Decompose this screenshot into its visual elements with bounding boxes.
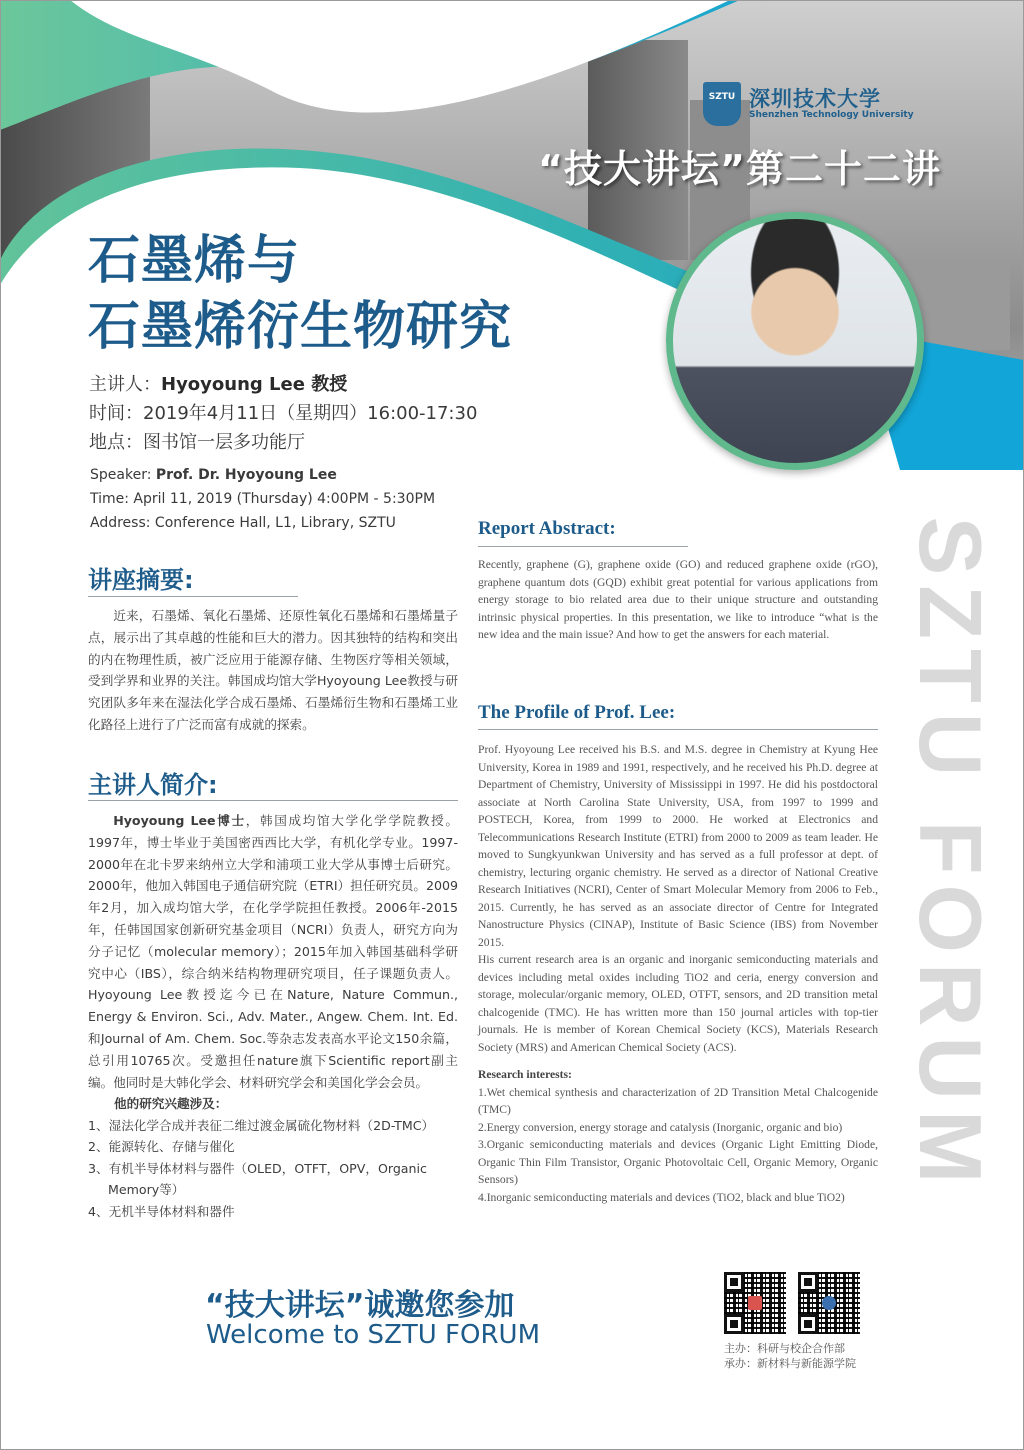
university-name-en: Shenzhen Technology University (749, 110, 914, 120)
university-name-cn: 深圳技术大学 (749, 87, 881, 111)
bio-cn-body (88, 810, 458, 1093)
bio-cn-name: Hyoyoung Lee博士 (113, 813, 246, 828)
bio-cn-heading: 主讲人简介: (88, 771, 218, 799)
abstract-cn-heading: 讲座摘要: (88, 566, 194, 594)
event-info-en (90, 463, 435, 535)
interest-cn-item: 3、有机半导体材料与器件（OLED，OTFT，OPV，Organic Memory等） (88, 1160, 427, 1197)
interests-en-heading: Research interests: (478, 1068, 572, 1081)
forum-series-title: “技大讲坛”第二十二讲 (538, 147, 941, 191)
speaker-value-cn: Hyoyoung Lee 教授 (161, 374, 348, 395)
divider (88, 596, 298, 597)
welcome-en: Welcome to SZTU FORUM (206, 1320, 541, 1350)
address-en: Address: Conference Hall, L1, Library, SZTU (90, 515, 396, 531)
interests-cn-list (88, 1093, 468, 1222)
qr-logo-icon (748, 1296, 762, 1310)
profile-en-para2: His current research area is an organic and inorganic semiconducting materials and devices including metal oxides including TiO2 and ceria, energy conversion and storage, molecular/organic memory, OLED, OTFT, sensors, and 2D transition metal chalcogenide (TMC). He has written more than 150 journal articles with top-tier journals. He is member of Korean Chemical Society (KCS), Materials Research Society (MRS) and American Chemical Society (ACS). (478, 953, 878, 1054)
speaker-value-en: Prof. Dr. Hyoyoung Lee (155, 467, 337, 483)
abstract-cn-body (88, 605, 458, 736)
profile-en-para1: Prof. Hyoyoung Lee received his B.S. and M.S. degree in Chemistry at Kyung Hee University, Korea in 1989 and 1991, respectively, and he received his Ph.D. degree at Department of Chemistry, University of Mississippi in 1997. He did his postdoctoral associate at North Carolina State University, USA, from 1997 to 1999 and POSTECH, Korea, from 1999 to 2000. He worked at Electronics and Telecommunications Research Institute (ETRI) from 2000 to 2009 as team leader. He moved to Sungkyunkwan University and has served as a full professor at dept. of chemistry, lecturing organic chemistry. He served as a director of National Creative Research Initiatives (NCRI), Center of Smart Molecular Memory from 2006 to Feb., 2015. Currently, he has served as an associate director of Centre for Integrated Nanostructure Physics (CINAP), Institute of Basic Science (IBS) from November 2015. (478, 743, 878, 949)
bio-cn-text (88, 810, 458, 1093)
interests-cn-heading: 他的研究兴趣涉及： (114, 1096, 228, 1111)
profile-en-heading: The Profile of Prof. Lee: (478, 702, 676, 723)
speaker-portrait (666, 212, 924, 470)
event-info-cn (89, 370, 477, 457)
sztu-forum-watermark (900, 460, 1000, 1250)
qr-logo-icon (822, 1296, 836, 1310)
lecture-title-line2: 石墨烯衍生物研究 (88, 297, 513, 357)
lecture-title-line1: 石墨烯与 (88, 231, 301, 291)
interest-cn-item: 2、能源转化、存储与催化 (88, 1139, 235, 1154)
lecture-title (88, 228, 512, 360)
profile-en-body (478, 741, 878, 1206)
organizer-org: 承办：新材料与新能源学院 (724, 1357, 856, 1370)
abstract-cn-text: 近来，石墨烯、氧化石墨烯、还原性氧化石墨烯和石墨烯量子点，展示出了其卓越的性能和巨大的潜力。因其独特的结构和突出的内在物理性质，被广泛应用于能源存储、生物医疗等相关领域，受到学界和业界的关注。韩国成均馆大学Hyoyoung Lee教授与研究团队多年来在湿法化学合成石墨烯、石墨烯衍生物和石墨烯工业化路径上进行了广泛而富有成就的探索。 (88, 608, 458, 732)
sztu-shield-icon: SZTU (703, 82, 741, 126)
interest-cn-item: 1、湿法化学合成并表征二维过渡金属硫化物材料（2D-TMC） (88, 1117, 435, 1133)
time-en: Time: April 11, 2019 (Thursday) 4:00PM - 5:30PM (90, 491, 436, 507)
qr-code-icon[interactable] (724, 1272, 786, 1334)
interest-cn-item: 4、无机半导体材料和器件 (88, 1203, 235, 1219)
speaker-en (90, 463, 435, 487)
time-cn: 时间：2019年4月11日（星期四）16:00-17:30 (89, 403, 478, 424)
interest-en-item: 1.Wet chemical synthesis and characterization of 2D Transition Metal Chalcogenide (TMC) (478, 1085, 878, 1116)
divider (478, 546, 688, 547)
university-logo (703, 82, 914, 126)
host-org: 主办：科研与校企合作部 (724, 1342, 845, 1355)
divider (478, 729, 878, 730)
speaker-cn (89, 370, 477, 399)
place-cn: 地点：图书馆一层多功能厅 (89, 432, 305, 453)
divider (88, 800, 458, 801)
invitation-cn: “技大讲坛”诚邀您参加 (205, 1288, 515, 1323)
watermark-text: SZTU FORUM (901, 516, 1000, 1194)
abstract-en-heading: Report Abstract: (478, 518, 616, 539)
interest-en-item: 2.Energy conversion, energy storage and catalysis (Inorganic, organic and bio) (478, 1120, 843, 1134)
bio-cn-desc: ，韩国成均馆大学化学学院教授。1997年，博士毕业于美国密西西比大学，有机化学专业。1997-2000年在北卡罗来纳州立大学和浦项工业大学从事博士后研究。2000年，他加入韩国电子通信研究院（ETRI）担任研究员。2009年2月，加入成均馆大学，在化学学院担任教授。2006年-2015年，任韩国国家创新研究基金项目（NCRI）负责人，研究方向为分子记忆（molecular memory）；2015年加入韩国基础科学研究中心（IBS），综合纳米结构物理研究项目，任子课题负责人。Hyoyoung Lee教授迄今已在Nature, Nature Commun., Energy & Environ. Sci., Adv. Mater., Angew. Chem. Int. Ed.和Journal of Am. Chem. Soc.等杂志发表高水平论文150余篇，总引用10765次。受邀担任nature旗下Scientific report副主编。他同时是大韩化学会、材料研究学会和美国化学会会员。 (88, 813, 459, 1090)
abstract-en-text: Recently, graphene (G), graphene oxide (GO) and reduced graphene oxide (rGO), graphene quantum dots (GQD) exhibit great potential for various applications from energy storage to bio related area due to their unique structure and outstanding intrinsic physical properties. In this presentation, we like to introduce “what is the new idea and the main issue? And how to get the answers for each material. (478, 558, 878, 641)
speaker-label-en: Speaker: (90, 467, 156, 483)
interest-en-item: 4.Inorganic semiconducting materials and devices (TiO2, black and blue TiO2) (478, 1190, 845, 1204)
qr-code-icon[interactable] (798, 1272, 860, 1334)
abstract-en-body (478, 556, 878, 644)
interest-en-item: 3.Organic semiconducting materials and devices (Organic Light Emitting Diode, Organic Thin Film Transistor, Organic Photovoltaic Cell, Organic Memory, Organic Sensors) (478, 1138, 878, 1186)
speaker-label-cn: 主讲人： (89, 374, 161, 395)
